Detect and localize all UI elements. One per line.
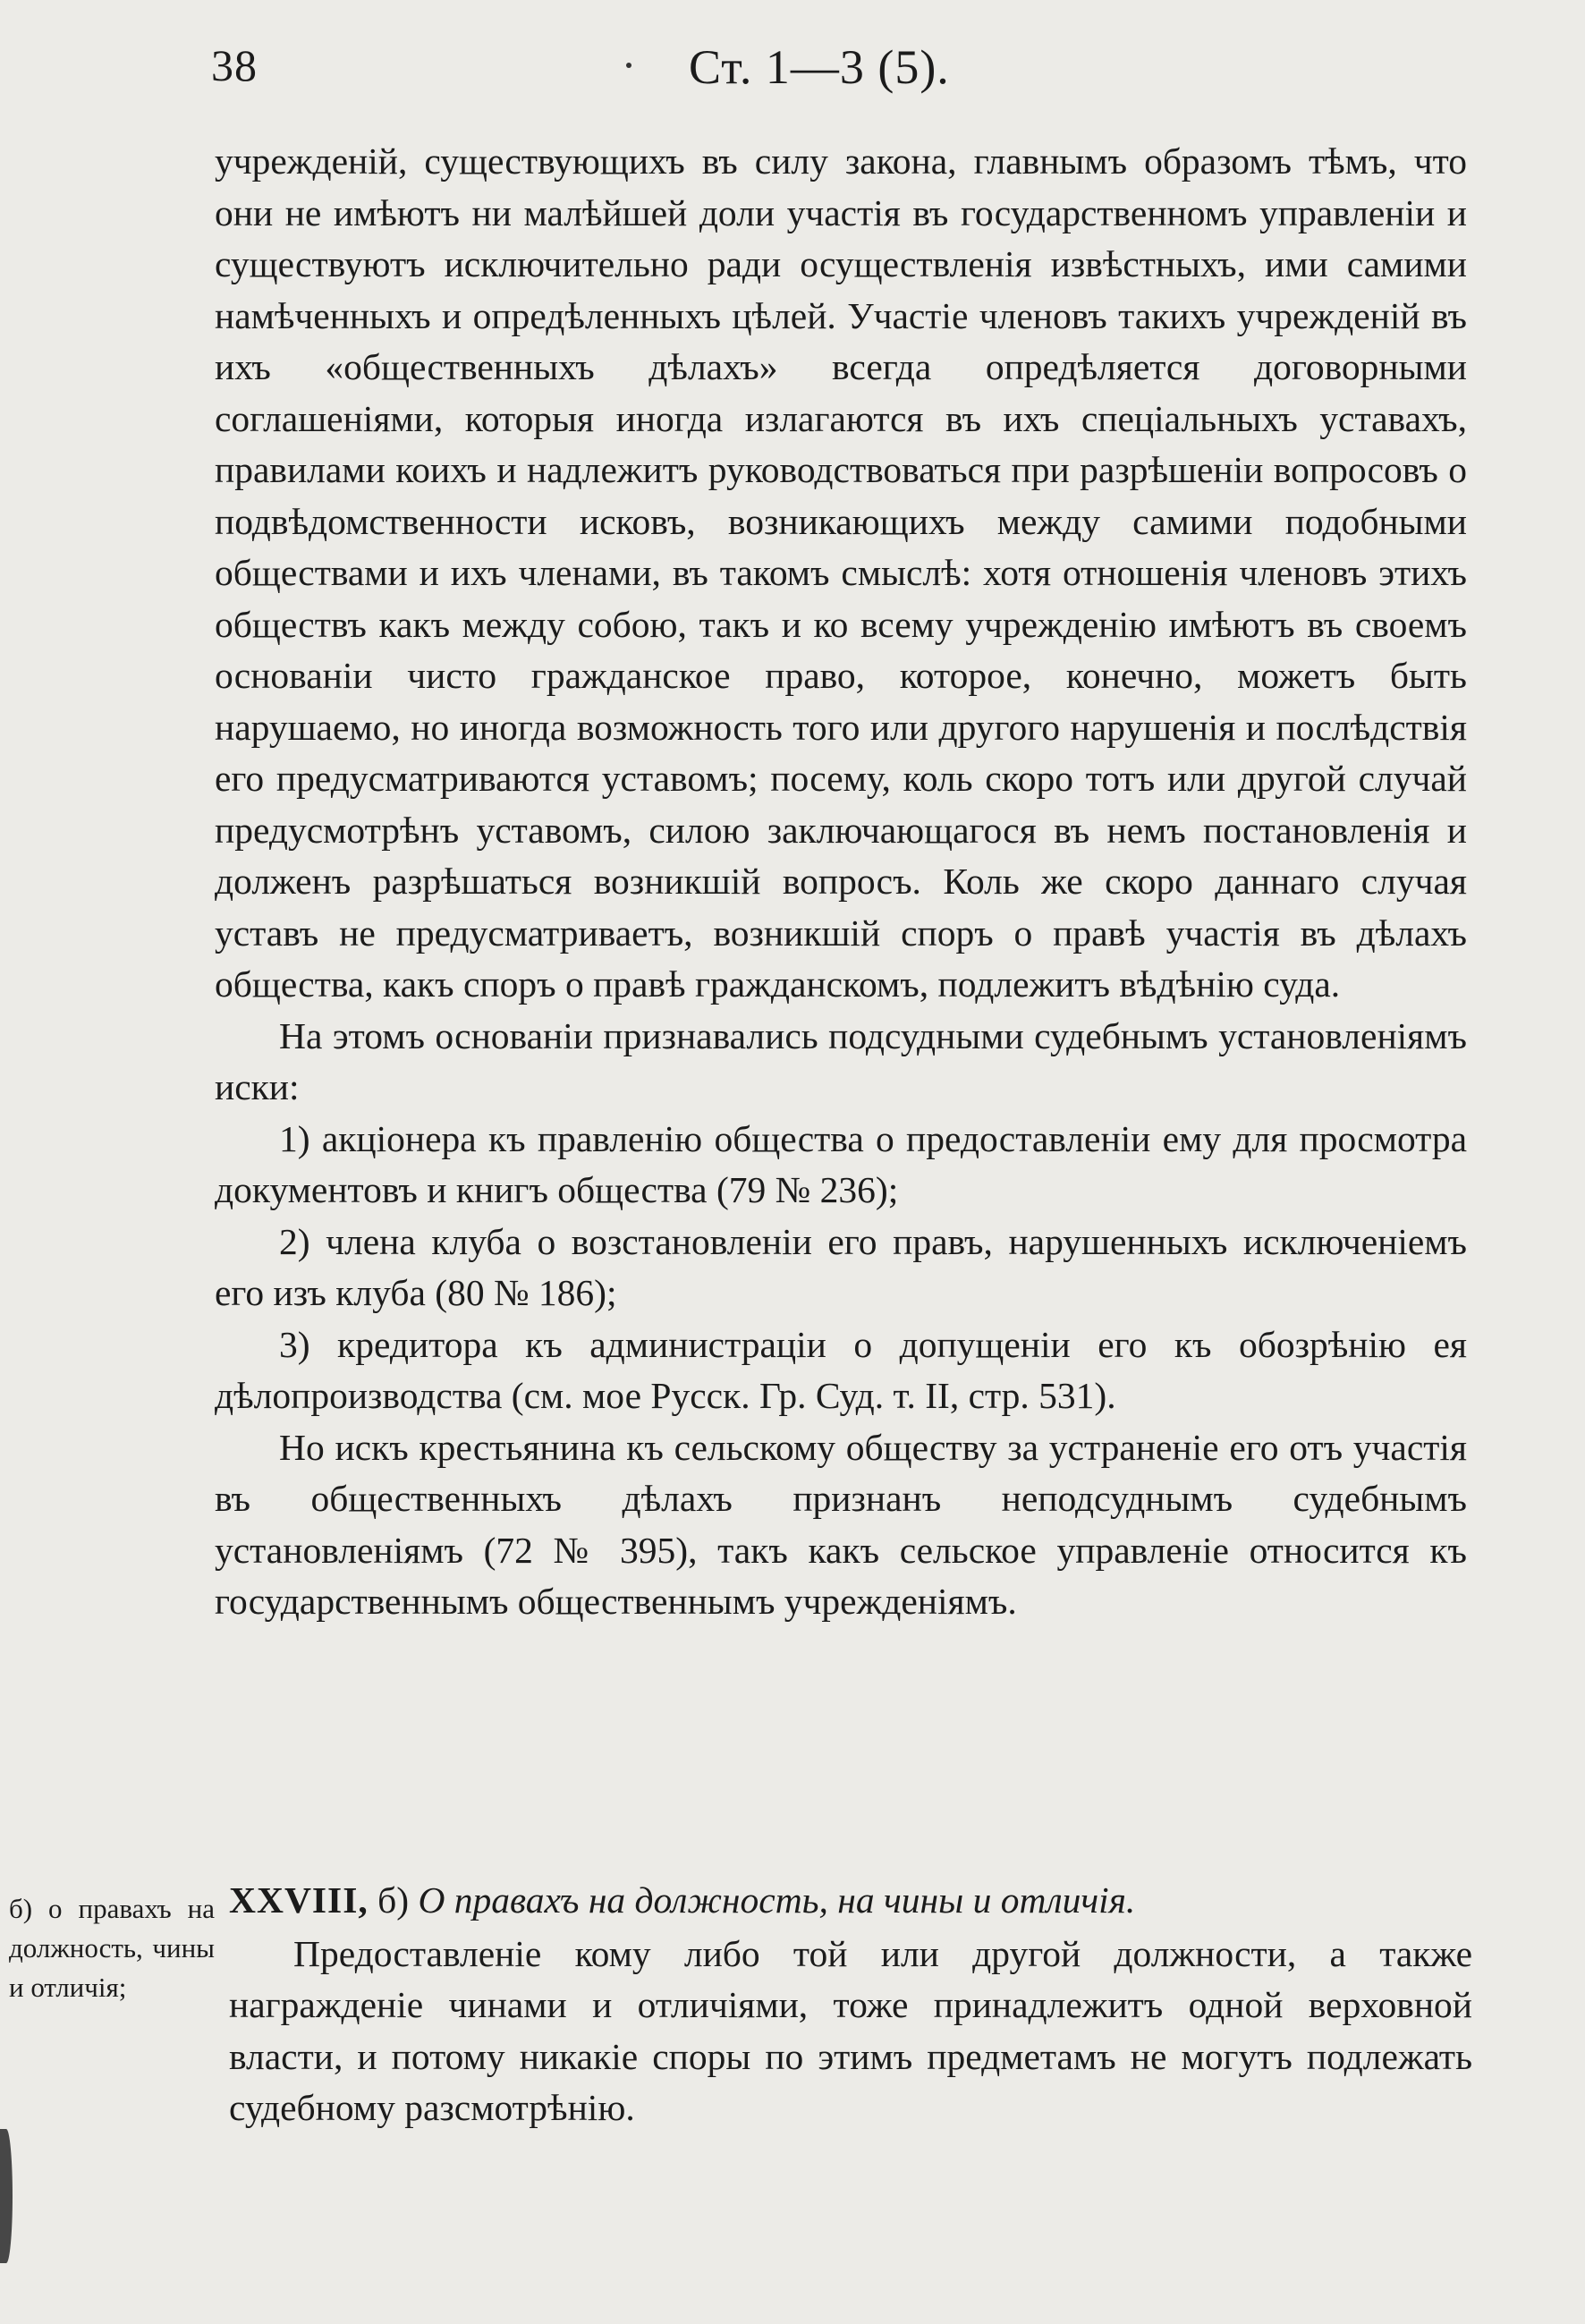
print-speck [626,63,631,68]
page-header [0,39,1585,102]
page-edge-shadow [0,2129,13,2263]
page-number: 38 [211,40,258,90]
running-head: Ст. 1—3 (5). [689,40,950,94]
paragraph-jurisdiction: На этомъ основаніи признавались подсудными судебнымъ установленіямъ иски: [215,1014,1467,1107]
section-xxviii [229,1875,1472,2134]
paragraph-continuation: учрежденій, существующихъ въ силу закона, главнымъ образомъ тѣмъ, что они не имѣютъ ни малѣйшей доли участія въ государственномъ управленіи и существуютъ исключительно ради осуществленія извѣстныхъ, ими самими намѣченныхъ и опредѣленныхъ цѣлей. Участіе членовъ такихъ учрежденій въ ихъ «общественныхъ дѣлахъ» всегда опредѣляется договорными соглашеніями, которыя иногда излагаются въ ихъ спеціальныхъ уставахъ, правилами коихъ и надлежитъ руководствоваться при разрѣшеніи вопросовъ о подвѣдомственности исковъ, возникающихъ между самими подобными обществами и ихъ членами, въ такомъ смыслѣ: хотя отношенія членовъ этихъ обществъ какъ между собою, такъ и ко всему учрежденію имѣютъ въ своемъ основаніи чисто гражданское право, которое, конечно, можетъ быть нарушаемо, но иногда возможность того или другого нарушенія и послѣдствія его предусматриваются уставомъ; посему, коль скоро тотъ или другой случай предусмотрѣнъ уставомъ, силою заключающагося въ немъ постановленія и долженъ разрѣшаться возникшій вопросъ. Коль же скоро даннаго случая уставъ не предусматриваетъ, возникшій споръ о правѣ участія въ дѣлахъ общества, какъ споръ о правѣ гражданскомъ, подлежитъ вѣдѣнію суда. [215,140,1467,1005]
section-text: Предоставленіе кому либо той или другой должности, а также награжденіе чинами и отличіями, тоже принадлежитъ одной верховной власти, и потому никакіе споры по этимъ предметамъ не могутъ подлежать судебному разсмотрѣнію. [229,1932,1472,2128]
list-item-3: 3) кредитора къ администраціи о допущеніи его къ обозрѣнію ея дѣлопроизводства (см. мое Русск. Гр. Суд. т. II, стр. 531). [215,1323,1467,1416]
section-title: О правахъ на должность, на чины и отличія. [418,1879,1136,1921]
list-item-1: 1) акціонера къ правленію общества о предоставленіи ему для просмотра документовъ и книгъ общества (79 № 236); [215,1117,1467,1210]
paragraph-peasant-claim: Но искъ крестьянина къ сельскому обществу за устраненіе его отъ участія въ общественныхъ дѣлахъ признанъ неподсуднымъ судебнымъ установленіямъ (72 № 395), такъ какъ сельское управленіе относится къ государственнымъ общественнымъ учрежденіямъ. [215,1426,1467,1622]
section-letter: б) [377,1879,410,1921]
list-item-2: 2) члена клуба о возстановленіи его правъ, нарушенныхъ исключеніемъ его изъ клуба (80 № 186); [215,1220,1467,1313]
section-number: XXVIII, [229,1879,369,1921]
margin-note: б) о правахъ на должность, чины и отличія; [9,1893,215,2003]
main-text [215,136,1467,1628]
section-heading [229,1875,1472,1927]
